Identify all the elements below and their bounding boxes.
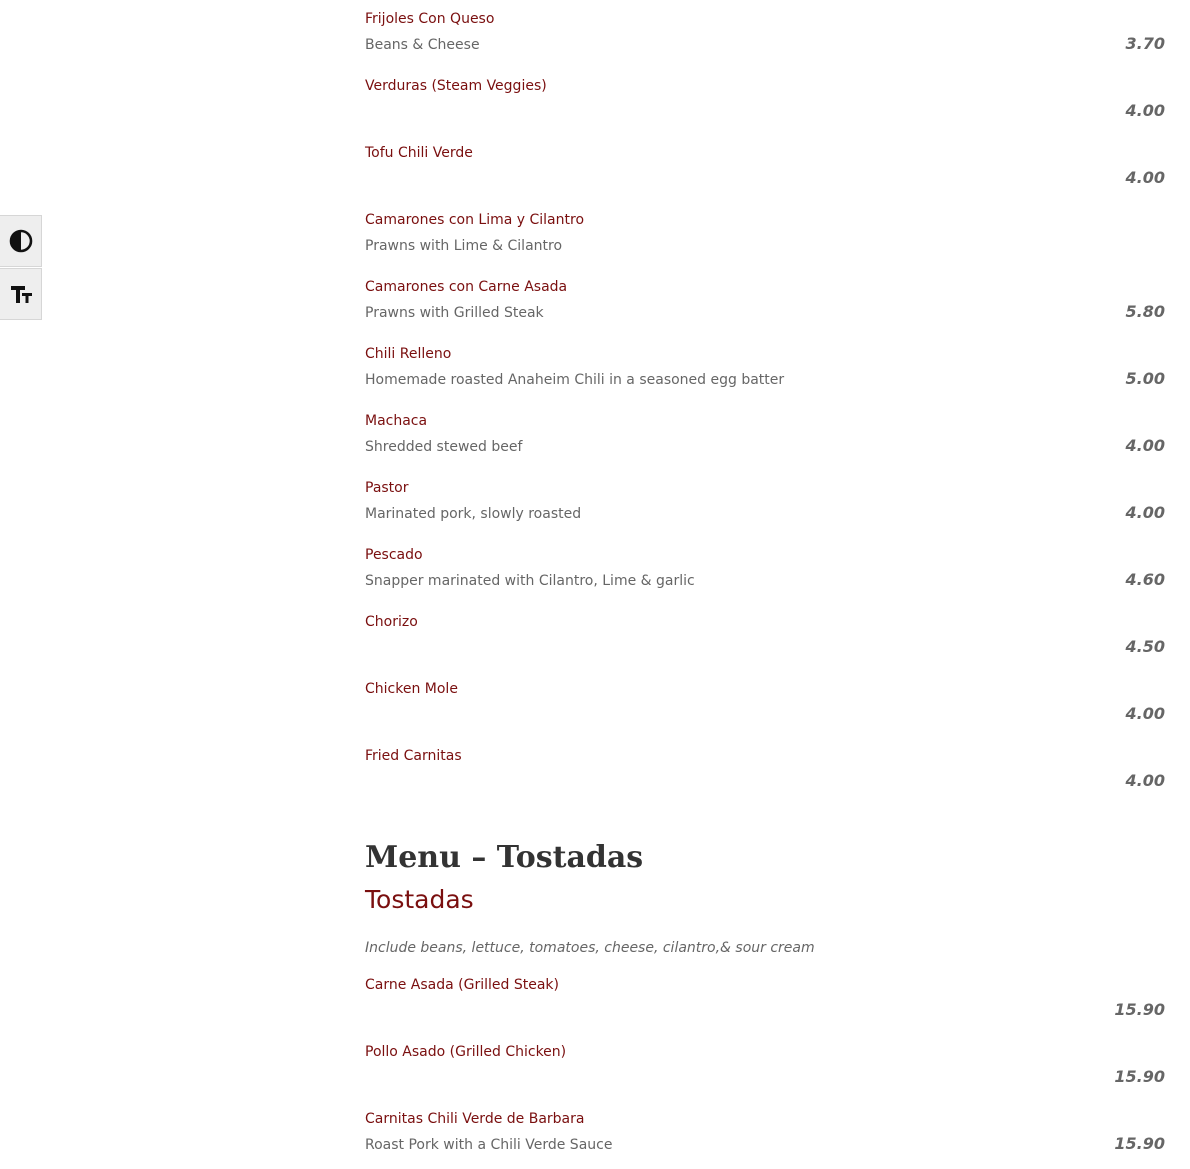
- item-price: 15.90: [1114, 1134, 1165, 1153]
- item-name: Machaca: [365, 413, 428, 429]
- item-description: Prawns with Grilled Steak: [365, 305, 544, 321]
- item-name: Pastor: [365, 480, 409, 496]
- item-price: 4.00: [1125, 771, 1165, 790]
- menu-item: [365, 9, 1165, 69]
- item-price: 4.00: [1125, 503, 1165, 522]
- item-price: 4.00: [1125, 168, 1165, 187]
- font-resize-icon: [9, 282, 33, 306]
- item-name: Fried Carnitas: [365, 748, 462, 764]
- item-name: Carnitas Chili Verde de Barbara: [365, 1111, 585, 1127]
- item-price: 4.00: [1125, 704, 1165, 723]
- section-subheading: Tostadas: [365, 885, 474, 914]
- item-price: 4.60: [1125, 570, 1165, 589]
- item-description: Prawns with Lime & Cilantro: [365, 238, 563, 254]
- item-name: Verduras (Steam Veggies): [365, 78, 547, 94]
- item-price: 15.90: [1114, 1000, 1165, 1019]
- item-description: Snapper marinated with Cilantro, Lime & garlic: [365, 573, 695, 589]
- contrast-icon: [9, 229, 33, 253]
- menu-item: [365, 679, 1165, 739]
- item-name: Chorizo: [365, 614, 418, 630]
- item-name: Frijoles Con Queso: [365, 11, 495, 27]
- item-name: Chicken Mole: [365, 681, 458, 697]
- menu-item: [365, 545, 1165, 605]
- menu-item: [365, 975, 1165, 1035]
- high-contrast-button[interactable]: [0, 215, 42, 267]
- accessibility-toolbar: [0, 215, 42, 321]
- section-heading: Menu – Tostadas: [365, 840, 644, 875]
- item-description: Marinated pork, slowly roasted: [365, 506, 582, 522]
- item-description: Roast Pork with a Chili Verde Sauce: [365, 1137, 613, 1153]
- item-name: Tofu Chili Verde: [365, 145, 473, 161]
- menu-item: [365, 1109, 1165, 1169]
- menu-item: [365, 746, 1165, 806]
- item-description: Beans & Cheese: [365, 37, 480, 53]
- item-name: Pollo Asado (Grilled Chicken): [365, 1044, 567, 1060]
- section-note: Include beans, lettuce, tomatoes, cheese, cilantro,& sour cream: [365, 940, 815, 956]
- menu-item: [365, 478, 1165, 538]
- item-price: 4.00: [1125, 101, 1165, 120]
- item-name: Carne Asada (Grilled Steak): [365, 977, 559, 993]
- menu-item: [365, 411, 1165, 471]
- item-name: Chili Relleno: [365, 346, 452, 362]
- item-price: 5.80: [1125, 302, 1165, 321]
- resize-font-button[interactable]: [0, 268, 42, 320]
- item-price: 5.00: [1125, 369, 1165, 388]
- item-price: 4.50: [1125, 637, 1165, 656]
- item-price: 4.00: [1125, 436, 1165, 455]
- item-price: 3.70: [1125, 34, 1165, 53]
- menu-item: [365, 612, 1165, 672]
- item-price: 15.90: [1114, 1067, 1165, 1086]
- menu-item: [365, 1042, 1165, 1102]
- item-name: Camarones con Carne Asada: [365, 279, 568, 295]
- menu-item: [365, 277, 1165, 337]
- item-description: Shredded stewed beef: [365, 439, 523, 455]
- menu-item: [365, 344, 1165, 404]
- menu-item: [365, 210, 1165, 270]
- item-name: Camarones con Lima y Cilantro: [365, 212, 585, 228]
- item-name: Pescado: [365, 547, 423, 563]
- item-description: Homemade roasted Anaheim Chili in a seasoned egg batter: [365, 372, 785, 388]
- menu-item: [365, 143, 1165, 203]
- menu-item: [365, 76, 1165, 136]
